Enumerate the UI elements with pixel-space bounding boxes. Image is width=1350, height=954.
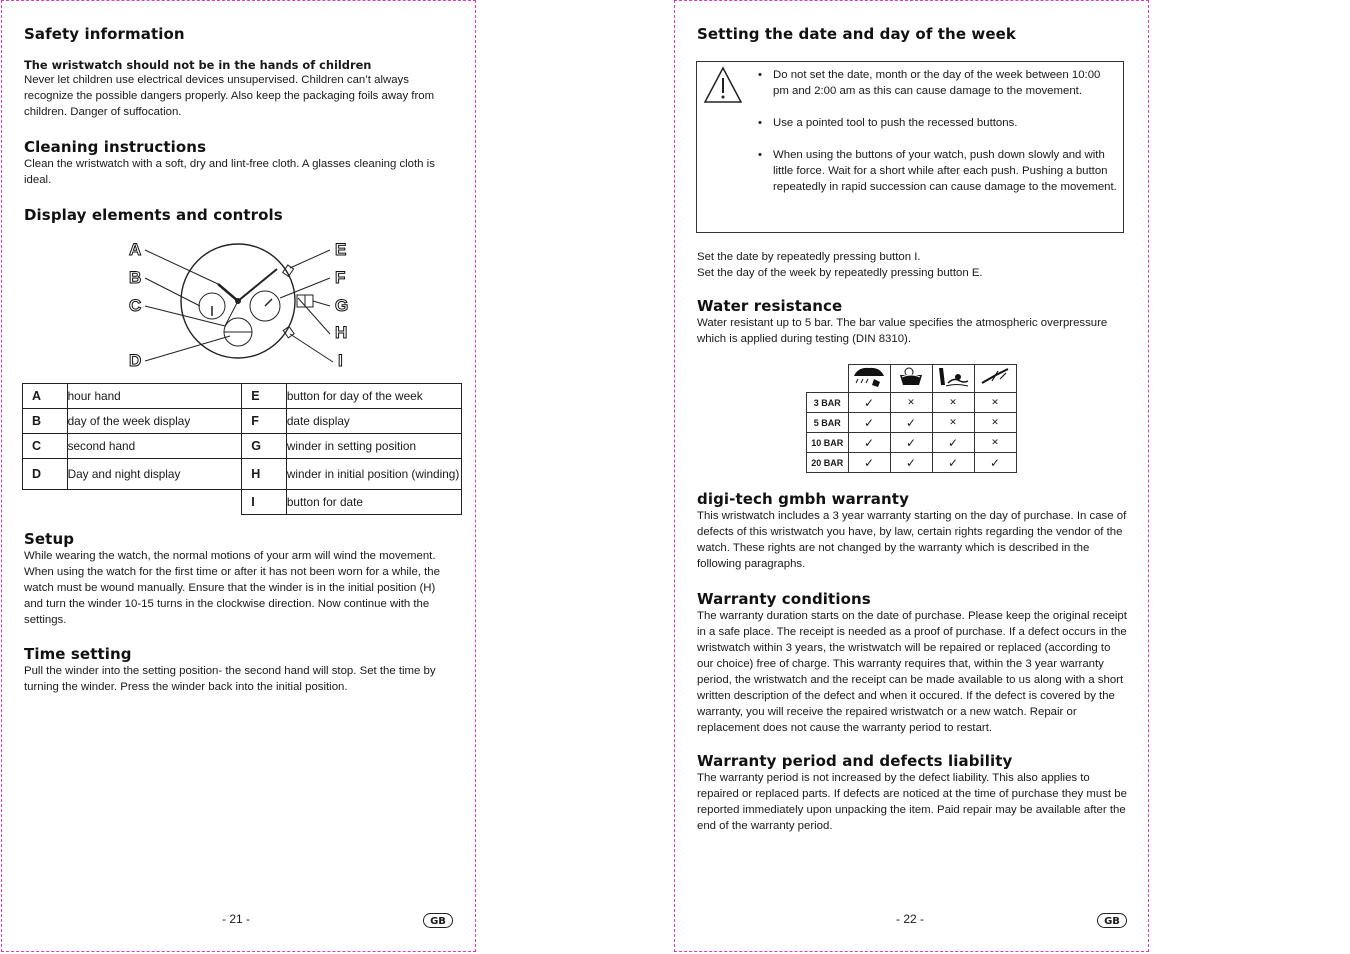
cross-mark: ✕ bbox=[932, 413, 974, 433]
check-mark: ✓ bbox=[932, 453, 974, 473]
legend-key: G bbox=[242, 434, 287, 459]
gb-badge-right: GB bbox=[1097, 913, 1127, 928]
legend-label: button for day of the week bbox=[286, 384, 461, 409]
check-mark: ✓ bbox=[890, 453, 932, 473]
check-mark: ✓ bbox=[848, 453, 890, 473]
table-row bbox=[23, 434, 462, 459]
cleaning-section bbox=[24, 138, 454, 188]
cleaning-title: Cleaning instructions bbox=[24, 138, 207, 156]
period-body: The warranty period is not increased by the defect liability. This also applies to repaired or replaced parts. If defects are noticed at the time of purchase they must be reported immediately upon unpacking the item. Paid repair may be available after the end of the warranty period. bbox=[697, 772, 1127, 832]
legend-label: winder in initial position (winding) bbox=[286, 459, 461, 490]
legend-table bbox=[22, 383, 462, 515]
table-row bbox=[807, 393, 1017, 413]
warning-box bbox=[696, 61, 1124, 233]
conditions-title: Warranty conditions bbox=[697, 590, 871, 608]
diagram-letter-d: D bbox=[129, 351, 142, 368]
bath-icon bbox=[890, 365, 932, 393]
table-row bbox=[807, 413, 1017, 433]
cross-mark: ✕ bbox=[890, 393, 932, 413]
minute-hand bbox=[238, 269, 277, 301]
diagram-letter-b: B bbox=[129, 268, 142, 287]
setup-title: Setup bbox=[24, 530, 75, 548]
table-row bbox=[23, 459, 462, 490]
watch-diagram bbox=[120, 236, 360, 368]
bar-label: 10 BAR bbox=[807, 433, 849, 453]
display-section bbox=[24, 206, 454, 224]
date-title: Setting the date and day of the week bbox=[697, 25, 1017, 43]
check-mark: ✓ bbox=[848, 393, 890, 413]
time-body: Pull the winder into the setting position- the second hand will stop. Set the time by turning the winder. Press the winder back into the initial position. bbox=[24, 665, 436, 693]
legend-label: winder in setting position bbox=[286, 434, 461, 459]
water-title: Water resistance bbox=[697, 297, 843, 315]
swimming-icon bbox=[932, 365, 974, 393]
water-resistance-table bbox=[806, 364, 1017, 473]
legend-label: hour hand bbox=[67, 384, 242, 409]
rain-icon bbox=[848, 365, 890, 393]
page-number-left: - 21 - bbox=[222, 912, 251, 926]
diagram-letter-g: G bbox=[335, 296, 349, 315]
gb-badge-left: GB bbox=[423, 913, 453, 928]
bar-label: 3 BAR bbox=[807, 393, 849, 413]
diagram-letter-a: A bbox=[129, 240, 142, 259]
table-row bbox=[23, 409, 462, 434]
period-title: Warranty period and defects liability bbox=[697, 752, 1013, 770]
legend-key: A bbox=[23, 384, 68, 409]
safety-body: Never let children use electrical devices unsupervised. Children can’t always recognize the possible dangers properly. Also keep the packaging foils away from children. Danger of suffocation. bbox=[24, 74, 435, 118]
check-mark: ✓ bbox=[848, 433, 890, 453]
water-body: Water resistant up to 5 bar. The bar value specifies the atmospheric overpressure which is applied during testing (DIN 8310). bbox=[697, 317, 1108, 345]
safety-section bbox=[24, 25, 454, 120]
diagram-letter-f: F bbox=[335, 268, 346, 287]
page-number-right: - 22 - bbox=[896, 912, 925, 926]
check-mark: ✓ bbox=[932, 433, 974, 453]
conditions-section bbox=[697, 590, 1127, 736]
warranty-title: digi-tech gmbh warranty bbox=[697, 490, 909, 508]
warning-triangle-icon bbox=[703, 66, 743, 104]
water-section bbox=[697, 297, 1127, 347]
warranty-body: This wristwatch includes a 3 year warranty starting on the day of purchase. In case of defects of this wristwatch you have, by law, certain rights regarding the vendor of the watch. These rights are not changed by the warranty which is described in the following paragraphs. bbox=[697, 510, 1127, 570]
warning-list bbox=[757, 67, 1117, 211]
legend-label: Day and night display bbox=[67, 459, 242, 490]
table-row bbox=[23, 384, 462, 409]
bar-label: 5 BAR bbox=[807, 413, 849, 433]
conditions-body: The warranty duration starts on the date of purchase. Please keep the original receipt in a safe place. The receipt is needed as a proof of purchase. If a defect occurs in the wristwatch within 3 years, the wristwatch will be repaired or replaced (according to our choice) free of charge. This warranty requires that, within the 3 year warranty period, the wristwatch and the receipt can be made available to us along with a short written description of the defect and when it occured. If the defect is covered by the warranty, you will receive the repaired wristwatch or a new watch. Repair or replacement does not cause the warranty period to restart. bbox=[697, 610, 1127, 734]
diagram-letter-e: E bbox=[335, 240, 347, 259]
diving-icon bbox=[974, 365, 1016, 393]
cleaning-body: Clean the wristwatch with a soft, dry and lint-free cloth. A glasses cleaning cloth is ideal. bbox=[24, 158, 435, 186]
table-row bbox=[807, 453, 1017, 473]
legend-key: F bbox=[242, 409, 287, 434]
bar-label: 20 BAR bbox=[807, 453, 849, 473]
cross-mark: ✕ bbox=[932, 393, 974, 413]
legend-label: date display bbox=[286, 409, 461, 434]
cross-mark: ✕ bbox=[974, 433, 1016, 453]
diagram-letter-h: H bbox=[335, 323, 348, 342]
legend-label: day of the week display bbox=[67, 409, 242, 434]
check-mark: ✓ bbox=[890, 413, 932, 433]
legend-key: D bbox=[23, 459, 68, 490]
list-item: • Do not set the date, month or the day of the week between 10:00 pm and 2:00 am as this can cause damage to the movement. bbox=[757, 67, 1117, 99]
legend-key: B bbox=[23, 409, 68, 434]
legend-key: I bbox=[242, 490, 287, 515]
legend-key: H bbox=[242, 459, 287, 490]
cross-mark: ✕ bbox=[974, 393, 1016, 413]
date-section bbox=[697, 25, 1127, 43]
list-item: • When using the buttons of your watch, push down slowly and with little force. Wait for a short while after each push. Pushing a button repeatedly in rapid succession can cause damage to the movement. bbox=[757, 147, 1117, 195]
time-section bbox=[24, 645, 454, 695]
table-row bbox=[23, 490, 462, 515]
legend-key: E bbox=[242, 384, 287, 409]
legend-key: C bbox=[23, 434, 68, 459]
date-line-1: Set the date by repeatedly pressing button I. bbox=[697, 251, 921, 263]
diagram-letter-i: I bbox=[338, 351, 343, 368]
warranty-section bbox=[697, 490, 1127, 572]
setup-body: While wearing the watch, the normal motions of your arm will wind the movement. When using the watch for the first time or after it has not been worn for a while, the watch must be wound manually. Ensure that the winder is in the initial position (H) and turn the winder 10-15 turns in the clockwise direction. Now continue with the settings. bbox=[24, 550, 440, 626]
hour-hand bbox=[218, 284, 238, 301]
check-mark: ✓ bbox=[848, 413, 890, 433]
period-section bbox=[697, 752, 1127, 834]
date-instructions bbox=[697, 249, 1127, 281]
setup-section bbox=[24, 530, 454, 628]
display-title: Display elements and controls bbox=[24, 206, 283, 224]
check-mark: ✓ bbox=[890, 433, 932, 453]
check-mark: ✓ bbox=[974, 453, 1016, 473]
list-item: • Use a pointed tool to push the recessed buttons. bbox=[757, 115, 1117, 131]
safety-subtitle: The wristwatch should not be in the hands of children bbox=[24, 58, 372, 72]
legend-label: second hand bbox=[67, 434, 242, 459]
safety-title: Safety information bbox=[24, 25, 185, 43]
cross-mark: ✕ bbox=[974, 413, 1016, 433]
diagram-letter-c: C bbox=[129, 296, 142, 315]
table-row bbox=[807, 433, 1017, 453]
date-line-2: Set the day of the week by repeatedly pressing button E. bbox=[697, 267, 983, 279]
time-title: Time setting bbox=[24, 645, 132, 663]
legend-label: button for date bbox=[286, 490, 461, 515]
second-hand bbox=[225, 301, 238, 326]
table-row bbox=[807, 365, 1017, 393]
